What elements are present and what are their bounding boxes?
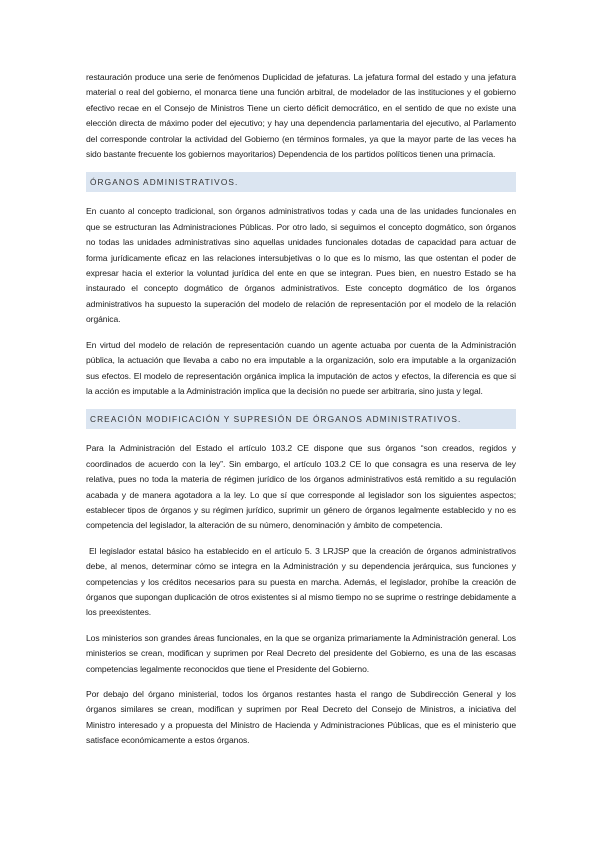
paragraph-restauracion: restauración produce una serie de fenómenos Duplicidad de jefaturas. La jefatura formal del estado y una jefatura material o real del gobierno, el monarca tiene una función arbitral, de modelador de las instituciones y el gobierno efectivo recae en el Consejo de Ministros Tiene un cierto déficit democrático, en el sentido de que no existe una elección directa de máximo poder del ejecutivo; y hay una dependencia parlamentaria del ejecutivo, al Parlamento del corresponde controlar la actividad del Gobierno (en términos formales, ya que la mayor parte de las veces ha sido bastante frecuente los gobiernos mayoritarios) Dependencia de los partidos políticos tienen una primacía. bbox=[86, 72, 516, 160]
paragraph-concepto-tradicional: En cuanto al concepto tradicional, son órganos administrativos todas y cada una de las unidades funcionales en que se estructuran las Administraciones Públicas. Por otro lado, si seguimos el concepto dogmático, son órganos no todas las unidades administrativas sino aquellas unidades funcionales dotadas de capacidad para actuar de forma jurídicamente eficaz en las relaciones intersubjetivas o lo que es lo mismo, las que ostentan el poder de expresar hacia el exterior la voluntad jurídica del ente en que se integran. Pues bien, en nuestro Estado se ha instaurado el concepto dogmático de órganos administrativos. Este concepto dogmático de los órganos administrativos ha supuesto la superación del modelo de relación de representación por el modelo de la relación orgánica. bbox=[86, 206, 516, 325]
paragraph-legislador-estatal: El legislador estatal básico ha establecido en el artículo 5. 3 LRJSP que la creación de órganos administrativos debe, al menos, determinar cómo se integra en la Administración y su dependencia jerárquica, sus funciones y competencias y los créditos necesarios para su puesta en marcha. Además, el legislador, prohíbe la creación de órganos que supongan duplicación de otros existentes si al mismo tiempo no se suprime o restringe debidamente a los preexistentes. bbox=[86, 545, 516, 618]
document-body bbox=[86, 70, 516, 759]
paragraph-organo-ministerial: Por debajo del órgano ministerial, todos los órganos restantes hasta el rango de Subdirección General y los órganos similares se crean, modifican y suprimen por Real Decreto del Consejo de Ministros, a iniciativa del Ministro interesado y a propuesta del Ministro de Hacienda y Administraciones Públicas, que es el ministerio que satisface económicamente a estos órganos. bbox=[86, 689, 516, 746]
section-heading-creacion-modificacion: CREACIÓN MODIFICACIÓN Y SUPRESIÓN DE ÓRGANOS ADMINISTRATIVOS. bbox=[86, 409, 516, 429]
section-heading-organos-administrativos: ÓRGANOS ADMINISTRATIVOS. bbox=[86, 172, 516, 192]
paragraph-articulo-103: Para la Administración del Estado el artículo 103.2 CE dispone que sus órganos “son creados, regidos y coordinados de acuerdo con la ley”. Sin embargo, el artículo 103.2 CE lo que consagra es una reserva de ley relativa, pues no toda la materia de régimen jurídico de los órganos administrativos está remitido a su regulación acabada y de manera agotadora a la ley. Lo que sí que corresponde al legislador son los siguientes aspectos; establecer tipos de órganos y su régimen jurídico, suprimir un género de órganos legalmente establecido y no es competencia del legislador, la alteración de su número, denominación y ámbito de competencia. bbox=[86, 443, 516, 531]
paragraph-ministerios: Los ministerios son grandes áreas funcionales, en la que se organiza primariamente la Administración general. Los ministerios se crean, modifican y suprimen por Real Decreto del presidente del Gobierno, es una de las escasas competencias legalmente reconocidos que tiene el Presidente del Gobierno. bbox=[86, 632, 516, 674]
paragraph-modelo-representacion: En virtud del modelo de relación de representación cuando un agente actuaba por cuenta de la Administración pública, la actuación que llevaba a cabo no era imputable a la organización, solo era imputable a la organización sus efectos. El modelo de representación orgánica implica la imputación de actos y efectos, la diferencia es que si la acción es imputable a la Administración implica que la decisión no puede ser arbitraria, sino justa y legal. bbox=[86, 339, 516, 396]
